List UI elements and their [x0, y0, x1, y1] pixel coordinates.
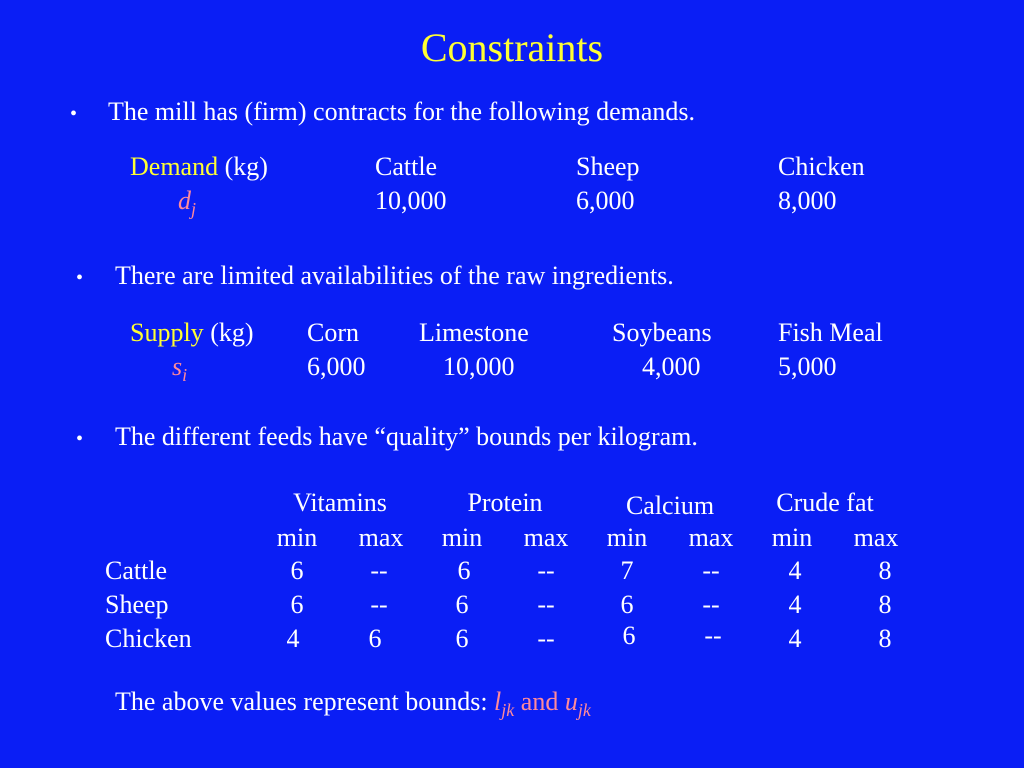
quality-cell: 4: [788, 590, 802, 619]
quality-subheader: max: [853, 523, 899, 552]
bullet-quality: The different feeds have “quality” bounds per kilogram.: [115, 422, 698, 451]
bullet-dot: •: [76, 428, 84, 450]
bullet-demands: The mill has (firm) contracts for the following demands.: [108, 97, 696, 126]
quality-cell: 6: [455, 590, 469, 619]
quality-cell: 8: [878, 624, 892, 653]
supply-header-fishmeal: Fish Meal: [778, 318, 883, 347]
demand-header-cattle: Cattle: [375, 152, 438, 181]
quality-cell: 7: [620, 556, 634, 585]
supply-value-corn: 6,000: [307, 352, 366, 381]
quality-subheader: max: [358, 523, 404, 552]
quality-cell: 8: [878, 556, 892, 585]
quality-cell: --: [370, 556, 388, 585]
quality-cell: 6: [622, 621, 636, 650]
bullet-supply: There are limited availabilities of the raw ingredients.: [115, 261, 674, 290]
supply-unit: (kg): [210, 318, 254, 347]
quality-cell: --: [537, 556, 555, 585]
demand-header-chicken: Chicken: [778, 152, 865, 181]
quality-group-protein: Protein: [467, 488, 543, 517]
quality-cell: 8: [878, 590, 892, 619]
demand-symbol-letter: d: [178, 186, 191, 215]
quality-cell: --: [702, 590, 720, 619]
quality-cell: 6: [290, 590, 304, 619]
upper-bound-sub: jk: [577, 700, 591, 720]
supply-value-fishmeal: 5,000: [778, 352, 837, 381]
quality-subheader: min: [606, 523, 648, 552]
supply-value-soybeans: 4,000: [642, 352, 701, 381]
quality-cell: --: [370, 590, 388, 619]
quality-cell: 6: [290, 556, 304, 585]
quality-cell: 6: [457, 556, 471, 585]
quality-cell: --: [537, 624, 555, 653]
quality-cell: 4: [286, 624, 300, 653]
bounds-note-text: The above values represent bounds:: [115, 687, 495, 716]
lower-bound-symbol: l: [494, 687, 502, 716]
supply-label-group: [130, 320, 254, 346]
quality-group-vitamins: Vitamins: [293, 488, 387, 517]
quality-subheader: max: [688, 523, 734, 552]
supply-symbol: [172, 352, 188, 385]
supply-header-limestone: Limestone: [419, 318, 529, 347]
supply-symbol-sub: i: [182, 365, 188, 385]
bullet-dot: •: [76, 267, 84, 289]
demand-label: Demand: [130, 152, 219, 181]
quality-cell: 4: [788, 624, 802, 653]
quality-subheader: max: [523, 523, 569, 552]
demand-symbol-sub: j: [191, 199, 197, 219]
bounds-and: and: [514, 687, 565, 716]
supply-value-limestone: 10,000: [443, 352, 515, 381]
quality-cell: --: [702, 556, 720, 585]
upper-bound-symbol: u: [564, 687, 578, 716]
demand-value-chicken: 8,000: [778, 186, 837, 215]
demand-label-group: [130, 154, 268, 180]
quality-subheader: min: [771, 523, 813, 552]
bullet-dot: •: [70, 103, 78, 125]
supply-symbol-letter: s: [172, 352, 183, 381]
quality-cell: 4: [788, 556, 802, 585]
quality-group-crudefat: Crude fat: [776, 488, 874, 517]
bounds-note: [115, 687, 591, 720]
quality-group-calcium: Calcium: [625, 491, 715, 520]
supply-label: Supply: [130, 318, 204, 347]
quality-row-name: Chicken: [105, 624, 192, 653]
demand-symbol: [178, 186, 197, 219]
quality-cell: 6: [620, 590, 634, 619]
quality-subheader: min: [441, 523, 483, 552]
supply-header-corn: Corn: [307, 318, 359, 347]
demand-header-sheep: Sheep: [576, 152, 640, 181]
quality-row-name: Cattle: [105, 556, 168, 585]
quality-cell: 6: [368, 624, 382, 653]
quality-cell: 6: [455, 624, 469, 653]
quality-row-name: Sheep: [105, 590, 169, 619]
demand-value-sheep: 6,000: [576, 186, 635, 215]
slide-title: Constraints: [420, 25, 604, 70]
demand-value-cattle: 10,000: [375, 186, 447, 215]
demand-unit: (kg): [224, 152, 268, 181]
quality-cell: --: [537, 590, 555, 619]
quality-subheader: min: [276, 523, 318, 552]
lower-bound-sub: jk: [501, 700, 515, 720]
supply-header-soybeans: Soybeans: [612, 318, 712, 347]
quality-cell: --: [704, 621, 722, 650]
